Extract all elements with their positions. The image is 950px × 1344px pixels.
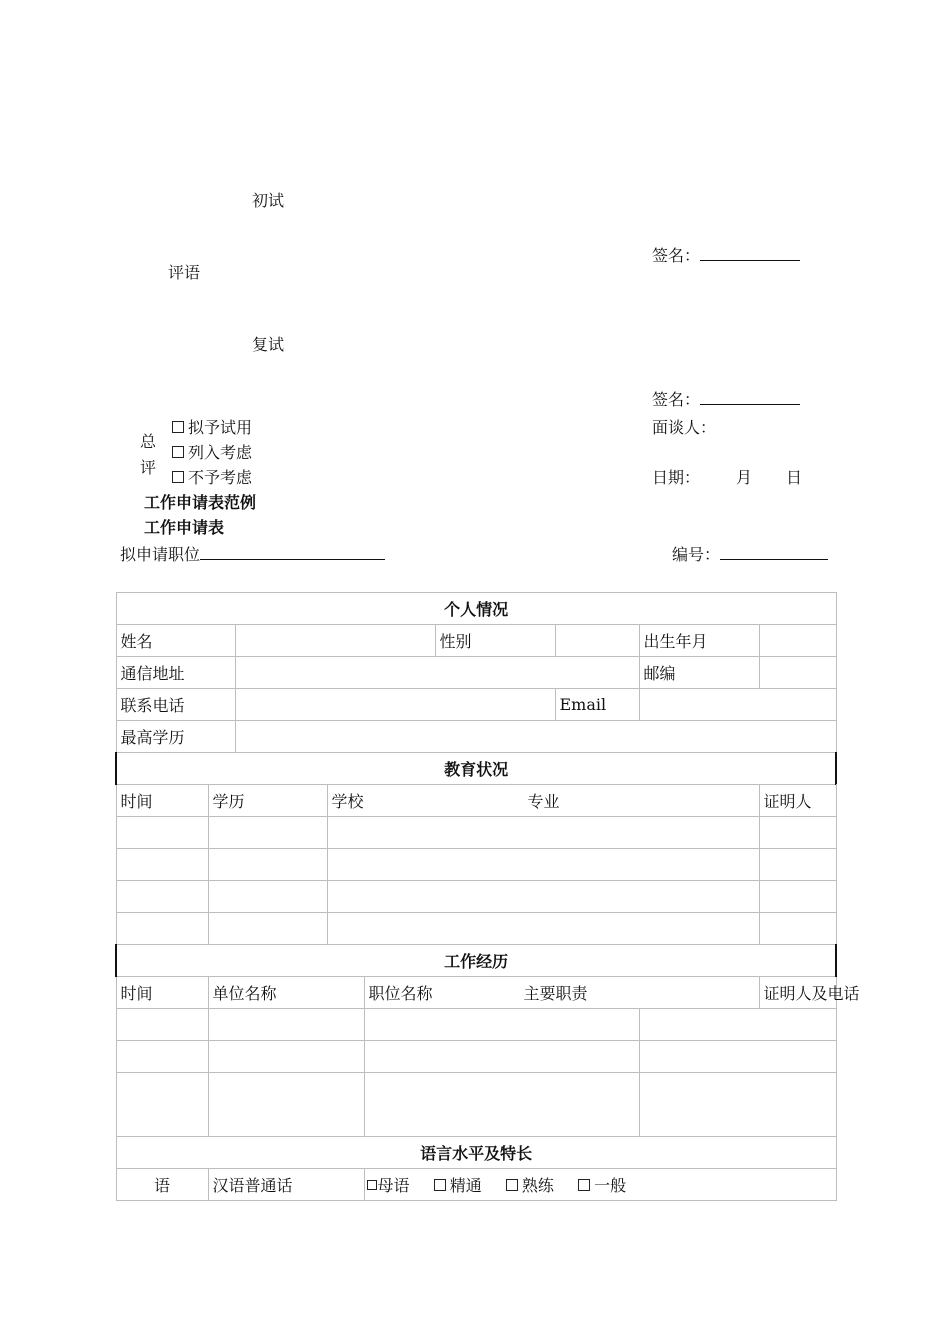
- form-title: 工作申请表: [144, 518, 225, 537]
- edu-cell[interactable]: [327, 849, 759, 881]
- edu-cell[interactable]: [208, 849, 327, 881]
- first-interview-label: 初试: [252, 191, 285, 210]
- interviewer-label: 面谈人：: [652, 418, 717, 437]
- edu-cell[interactable]: [759, 817, 836, 849]
- checkbox-icon[interactable]: [172, 421, 184, 433]
- edu-cell[interactable]: [759, 849, 836, 881]
- option-label: 列入考虑: [188, 443, 253, 462]
- phone-input[interactable]: [235, 689, 555, 721]
- day-label: 日: [786, 468, 803, 487]
- overall-label-bottom: 评: [140, 458, 157, 477]
- table-row: [116, 1169, 836, 1201]
- work-cell[interactable]: [208, 1009, 364, 1041]
- option-label: 不予考虑: [188, 468, 253, 487]
- edu-header-major: 专业: [527, 792, 560, 811]
- work-cell[interactable]: [116, 1073, 208, 1137]
- work-cell[interactable]: [208, 1073, 364, 1137]
- checkbox-icon[interactable]: [172, 471, 184, 483]
- phone-label: 联系电话: [116, 689, 235, 721]
- checkbox-icon[interactable]: [434, 1179, 446, 1191]
- gender-label: 性别: [435, 625, 555, 657]
- example-title: 工作申请表范例: [144, 493, 257, 512]
- work-cell[interactable]: [639, 1009, 836, 1041]
- education-level-input[interactable]: [235, 721, 836, 753]
- email-input[interactable]: [639, 689, 836, 721]
- language-levels: [364, 1169, 836, 1201]
- edu-cell[interactable]: [327, 817, 759, 849]
- address-input[interactable]: [235, 657, 639, 689]
- table-row: [116, 1009, 836, 1041]
- work-header-employer: 单位名称: [208, 977, 364, 1009]
- level-skilled[interactable]: [506, 1176, 554, 1195]
- edu-cell[interactable]: [116, 881, 208, 913]
- number-label: 编号：: [672, 545, 721, 564]
- work-cell[interactable]: [639, 1041, 836, 1073]
- email-label: Email: [555, 689, 639, 721]
- work-cell[interactable]: [116, 1041, 208, 1073]
- first-signature: [652, 243, 800, 266]
- table-row: [116, 881, 836, 913]
- edu-cell[interactable]: [116, 817, 208, 849]
- level-basic[interactable]: [578, 1176, 626, 1195]
- table-row: [116, 785, 836, 817]
- section-education: 教育状况: [116, 753, 836, 785]
- position-label: 拟申请职位: [120, 545, 201, 564]
- edu-cell[interactable]: [116, 913, 208, 945]
- edu-cell[interactable]: [116, 849, 208, 881]
- option-label: 拟予试用: [188, 418, 253, 437]
- work-header-title-duty: [364, 977, 759, 1009]
- work-cell[interactable]: [364, 1073, 639, 1137]
- month-label: 月: [736, 468, 753, 487]
- work-cell[interactable]: [639, 1073, 836, 1137]
- table-row: [116, 849, 836, 881]
- signature-line[interactable]: [700, 390, 800, 405]
- table-row: [116, 977, 836, 1009]
- table-row: [116, 1137, 836, 1169]
- education-level-label: 最高学历: [116, 721, 235, 753]
- name-label: 姓名: [116, 625, 235, 657]
- comment-label: 评语: [168, 263, 201, 282]
- second-signature: [652, 387, 800, 410]
- language-row-label: 语: [116, 1169, 208, 1201]
- address-label: 通信地址: [116, 657, 235, 689]
- language-name: 汉语普通话: [208, 1169, 364, 1201]
- checkbox-icon[interactable]: [506, 1179, 518, 1191]
- position-field: [120, 542, 385, 565]
- number-field: [672, 542, 828, 565]
- level-label: 熟练: [521, 1176, 554, 1195]
- work-cell[interactable]: [364, 1041, 639, 1073]
- application-table: [115, 592, 860, 1201]
- edu-header-reference: 证明人: [759, 785, 836, 817]
- work-header-title: 职位名称: [368, 984, 433, 1003]
- edu-cell[interactable]: [208, 817, 327, 849]
- table-row: [116, 945, 836, 977]
- work-header-duty: 主要职责: [523, 984, 588, 1003]
- edu-header-school: 学校: [331, 792, 364, 811]
- level-label: 精通: [449, 1176, 482, 1195]
- checkbox-icon[interactable]: [367, 1180, 377, 1190]
- signature-line[interactable]: [700, 246, 800, 261]
- second-interview-label: 复试: [252, 335, 285, 354]
- work-header-reference: 证明人及电话: [759, 977, 836, 1009]
- birth-label: 出生年月: [639, 625, 759, 657]
- table-row: [116, 817, 836, 849]
- table-row: [116, 753, 836, 785]
- level-label: 一般: [594, 1176, 627, 1195]
- section-work: 工作经历: [116, 945, 836, 977]
- edu-header-time: 时间: [116, 785, 208, 817]
- signature-label: 签名：: [652, 390, 701, 409]
- level-proficient[interactable]: [434, 1176, 482, 1195]
- table-row: [116, 657, 836, 689]
- work-cell[interactable]: [364, 1009, 639, 1041]
- option-trial[interactable]: [172, 415, 252, 438]
- checkbox-icon[interactable]: [172, 446, 184, 458]
- table-row: [116, 913, 836, 945]
- postcode-input[interactable]: [759, 657, 836, 689]
- birth-input[interactable]: [759, 625, 836, 657]
- date-label: 日期：: [652, 468, 701, 487]
- level-label: 母语: [377, 1176, 410, 1195]
- edu-header-school-major: [327, 785, 759, 817]
- edu-cell[interactable]: [759, 881, 836, 913]
- edu-cell[interactable]: [327, 913, 759, 945]
- work-cell[interactable]: [116, 1009, 208, 1041]
- position-input[interactable]: [200, 545, 385, 560]
- work-header-time: 时间: [116, 977, 208, 1009]
- table-row: [116, 1073, 836, 1137]
- section-language: 语言水平及特长: [116, 1137, 836, 1169]
- signature-label: 签名：: [652, 246, 701, 265]
- table-row: [116, 625, 836, 657]
- overall-label-top: 总: [140, 432, 157, 451]
- option-consider[interactable]: [172, 440, 252, 463]
- number-input[interactable]: [720, 545, 828, 560]
- checkbox-icon[interactable]: [578, 1179, 590, 1191]
- name-input[interactable]: [235, 625, 435, 657]
- option-reject[interactable]: [172, 465, 252, 488]
- edu-cell[interactable]: [759, 913, 836, 945]
- gender-input[interactable]: [555, 625, 639, 657]
- table-row: [116, 721, 836, 753]
- table-row: [116, 593, 836, 625]
- edu-cell[interactable]: [208, 881, 327, 913]
- table-row: [116, 689, 836, 721]
- edu-header-degree: 学历: [208, 785, 327, 817]
- edu-cell[interactable]: [327, 881, 759, 913]
- table-row: [116, 1041, 836, 1073]
- section-personal: 个人情况: [116, 593, 836, 625]
- level-native[interactable]: [367, 1176, 410, 1195]
- work-cell[interactable]: [208, 1041, 364, 1073]
- edu-cell[interactable]: [208, 913, 327, 945]
- postcode-label: 邮编: [639, 657, 759, 689]
